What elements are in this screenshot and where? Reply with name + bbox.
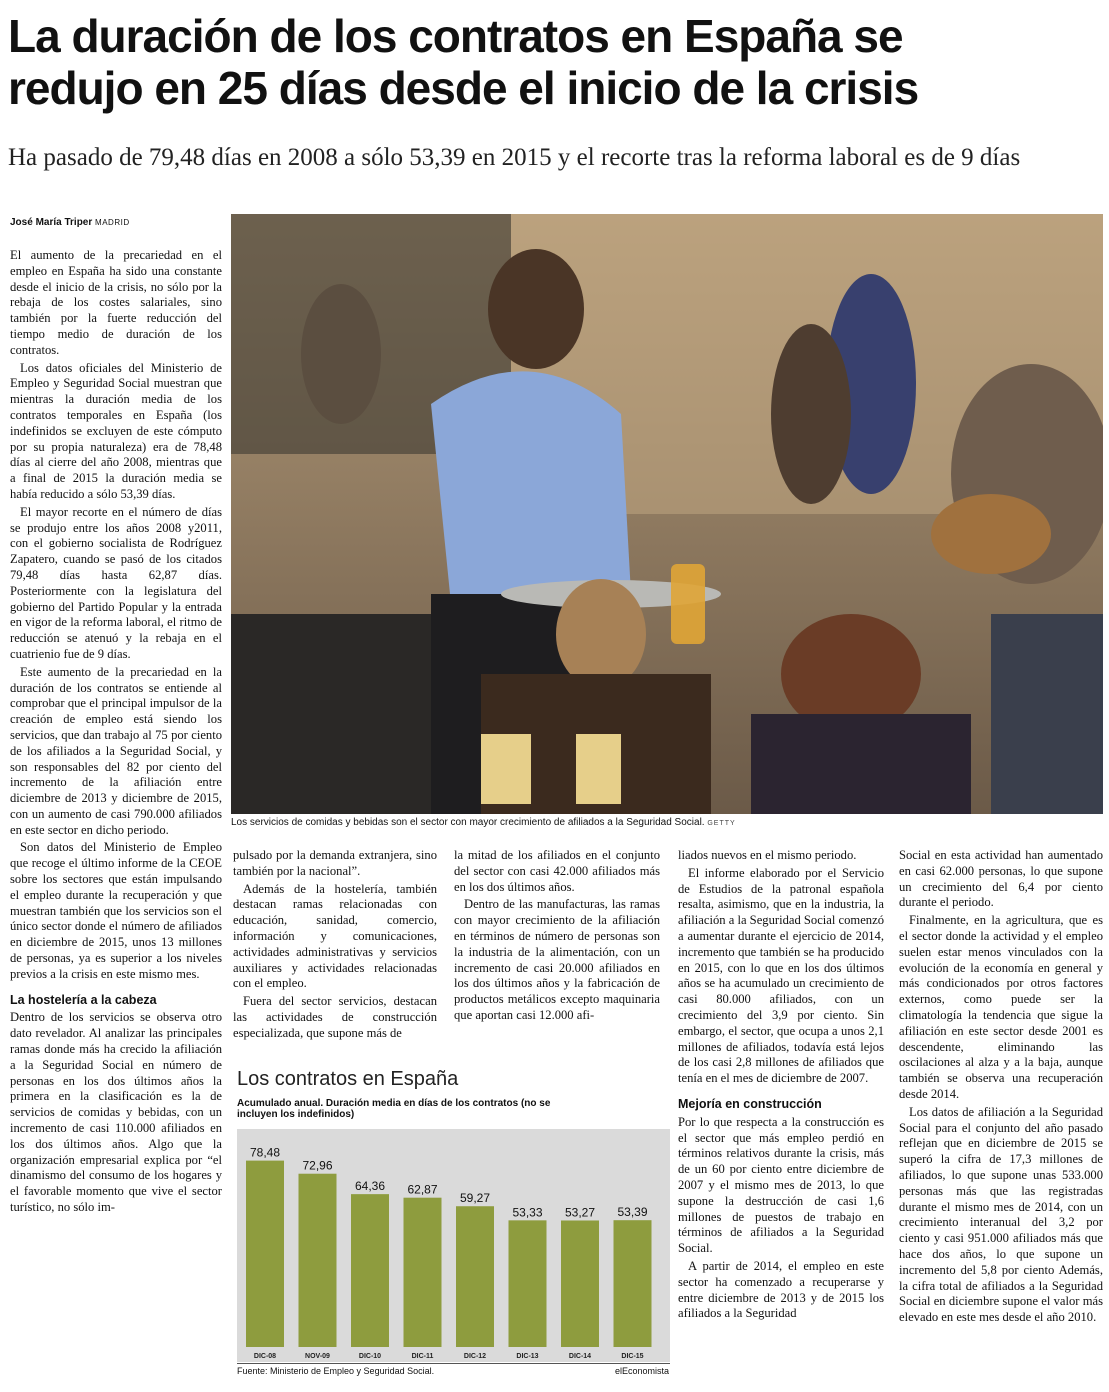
photo-caption: [231, 817, 1103, 828]
value-label: 53,33: [512, 1205, 543, 1220]
category-label: DIC-15: [621, 1353, 644, 1360]
caption-text: Los servicios de comidas y bebidas son el sector con mayor crecimiento de afiliados a la Seguridad Social.: [231, 817, 705, 828]
column-2-body: [233, 848, 437, 1042]
paragraph: la mitad de los afiliados en el conjunto del sector con casi 42.000 afiliados más en los dos últimos años.: [454, 848, 660, 894]
paragraph: Por lo que respecta a la construcción es el sector que más empleo perdió en términos relativos durante la crisis, más de un 60 por ciento entre diciembre de 2007 y el mismo mes de 2013, lo que supone la destrucción de casi 1,6 millones de puestos de trabajo en términos de afiliados a la Seguridad Social.: [678, 1114, 884, 1256]
headline-line-2: redujo en 25 días desde el inicio de la crisis: [8, 62, 919, 114]
column-2: [233, 848, 437, 1044]
category-label: DIC-10: [358, 1353, 382, 1360]
paragraph: El mayor recorte en el número de días se produjo entre los años 2008 y2011, con el gobierno socialista de Rodríguez Zapatero, cuando se pasó de los citados 79,48 días hasta 62,87 días. Posteriormente con la legislatura del gobierno del Partido Popular y la entrada en vigor de la reforma laboral, el ritmo de reducción se atenuó y la rebaja en el cuatrienio fue de 9 días.: [10, 504, 222, 661]
value-label: 62,87: [407, 1182, 438, 1197]
value-label: 53,39: [617, 1205, 648, 1220]
bar-dic-14: [561, 1220, 599, 1347]
paragraph: Los datos de afiliación a la Seguridad Social para el conjunto del año pasado reflejan que en diciembre de 2015 se superó la cifra de 17,3 millones de afiliados, lo que supone unas 533.000 personas más que las registradas durante el mismo mes de 2014, con un crecimiento interanual del 3,2 por ciento y casi 951.000 afiliados más que hace dos años, lo que supone un incremento del 5,8 por ciento Además, la cifra total de afiliados a la Seguridad Social en diciembre supone el valor más elevado en este mes desde el año 2010.: [899, 1104, 1103, 1325]
contracts-chart: [231, 1068, 671, 1386]
value-label: 72,96: [302, 1158, 333, 1173]
column-1-body: [10, 248, 222, 983]
value-label: 59,27: [459, 1191, 491, 1206]
bar-dic-12: [456, 1206, 494, 1347]
column-1-after: [10, 1010, 222, 1215]
paragraph: Finalmente, en la agricultura, que es el sector donde la actividad y el empleo suelen estar menos vinculados con la evolución de la economía en general y más condicionados por otros factores externos, como puede ser la climatología la tendencia que sigue la afiliación en este sector desde 2001 es descendente, eliminando las oscilaciones al alza y a la baja, aunque también se observa una recuperación desde 2014.: [899, 913, 1103, 1101]
subhead-construccion: Mejoría en construcción: [678, 1096, 822, 1111]
column-3: [454, 848, 660, 1026]
column-5: [899, 848, 1103, 1328]
category-label: DIC-14: [568, 1353, 592, 1360]
paragraph: Los datos oficiales del Ministerio de Empleo y Seguridad Social muestran que mientras la duración media de los contratos temporales en España (los indefinidos se excluyen de este cómputo por su propia naturaleza) era de 78,48 días al cierre del año 2008, mientras que a final de 2015 la duración media se había reducido a sólo 53,39 días.: [10, 360, 222, 501]
paragraph: Dentro de los servicios se observa otro dato revelador. Al analizar las principales ramas donde más ha crecido la afiliación a la Seguridad Social en número de personas en los dos últimos años la primera en la clasificación es la de servicios de comidas y bebidas, con un incremento de casi 110.000 afiliados en los dos últimos años. Algo que la organización empresarial explica por “el dinamismo del consumo de los hogares y el favorable momento que vive el sector turístico, no sólo im-: [10, 1010, 222, 1215]
paragraph: Social en esta actividad han aumentado en casi 62.000 personas, lo que supone un crecimiento del 6,4 por ciento durante el periodo.: [899, 848, 1103, 910]
bar-nov-09: [299, 1174, 337, 1347]
author: José María Triper: [10, 217, 93, 228]
category-label: DIC-12: [463, 1353, 487, 1360]
paragraph: Dentro de las manufacturas, las ramas con mayor crecimiento de la afiliación en términos de número de personas son la industria de la alimentación, con un incremento de casi 20.000 afiliados en los dos últimos años y la fabricación de productos metálicos excepto maquinaria que aportan casi 12.000 afi-: [454, 897, 660, 1022]
bar-dic-10: [351, 1194, 389, 1347]
category-label: DIC-08: [253, 1353, 277, 1360]
chart-subtitle: Acumulado anual. Duración media en días de los contratos (no se incluyen los indefinidos): [237, 1098, 551, 1120]
location: MADRID: [95, 218, 130, 227]
value-label: 78,48: [249, 1145, 281, 1160]
chart-plot-area: [237, 1129, 670, 1362]
paragraph: Este aumento de la precariedad en la duración de los contratos se entiende al comprobar que el principal impulsor de la creación de empleo está siendo los servicios, que dan trabajo al 75 por ciento de los afiliados a la Seguridad Social, y son responsables del 82 por ciento del incremento de la afiliación entre diciembre de 2013 y diciembre de 2015, con un aumento de casi 790.000 afiliados en este sector en dicho periodo.: [10, 664, 222, 837]
paragraph: El aumento de la precariedad en el empleo en España ha sido una constante desde el inicio de la crisis, no sólo por la rebaja de los costes salariales, sino también por la fuerte reducción del tiempo medio de duración de los contratos.: [10, 248, 222, 357]
subhead-hosteleria: La hostelería a la cabeza: [10, 992, 157, 1007]
column-4: [678, 848, 884, 1324]
bar-dic-08: [246, 1161, 284, 1347]
paragraph: liados nuevos en el mismo periodo.: [678, 848, 857, 862]
category-label: DIC-13: [516, 1353, 539, 1360]
column-4-body: [678, 848, 884, 1087]
paragraph: pulsado por la demanda extranjera, sino también por la nacional”.: [233, 848, 437, 878]
chart-svg: [237, 1129, 670, 1362]
photo-illustration: [231, 214, 1103, 814]
bar-dic-13: [509, 1220, 547, 1347]
byline: [10, 217, 130, 228]
column-4-after: [678, 1115, 884, 1322]
column-3-body: [454, 848, 660, 1024]
bar-dic-15: [614, 1220, 652, 1347]
value-label: 53,27: [564, 1205, 596, 1220]
paragraph: Son datos del Ministerio de Empleo que recoge el último informe de la CEOE sobre los sectores que están impulsando el empleo durante la recuperación y que muestran también que los servicios son el único sector donde el número de afiliados en diciembre de 2015, unos 13 millones de personas, ya es superior a los niveles previos a la crisis en este mismo mes.: [10, 840, 222, 981]
headline-line-1: La duración de los contratos en España se: [8, 10, 903, 62]
paragraph: Además de la hostelería, también destacan ramas relacionadas con educación, sanidad, comercio, información y comunicaciones, actividades administrativas y servicios auxiliares y actividades relacionadas con el empleo.: [233, 881, 437, 991]
column-5-body: [899, 848, 1103, 1326]
value-label: 64,36: [354, 1179, 386, 1194]
headline: [8, 10, 1103, 114]
chart-source: Fuente: Ministerio de Empleo y Seguridad Social.: [237, 1366, 435, 1376]
subheadline: Ha pasado de 79,48 días en 2008 a sólo 53,39 en 2015 y el recorte tras la reforma laboral es de 9 días: [8, 144, 1021, 171]
article-photo: [231, 214, 1103, 814]
category-label: NOV-09: [305, 1353, 330, 1360]
paragraph: A partir de 2014, el empleo en este sector ha comenzado a recuperarse y entre diciembre de 2013 y de 2015 los afiliados a la Seguridad: [678, 1258, 884, 1321]
chart-brand: elEconomista: [614, 1366, 669, 1376]
column-1: [10, 248, 222, 1218]
bar-dic-11: [404, 1198, 442, 1347]
paragraph: Fuera del sector servicios, destacan las actividades de construcción especializada, que supone más de: [233, 994, 437, 1040]
category-label: DIC-11: [411, 1353, 434, 1360]
paragraph: El informe elaborado por el Servicio de Estudios de la patronal española resalta, asimismo, que en la industria, la afiliación a la Seguridad Social comenzó a aumentar durante el ejercicio de 2014, incremento que también se ha producido en 2015, con lo que en los dos últimos años se ha acumulado un crecimiento de casi 80.000 afiliados, con un crecimiento del 3,9 por ciento. Sin embargo, el sector, que ocupa a unos 2,1 millones de afiliados, todavía está lejos de los casi 2,8 millones de afiliados que tenía en el mes de diciembre de 2007.: [678, 865, 884, 1086]
chart-rule: [237, 1363, 670, 1364]
chart-title: Los contratos en España: [237, 1068, 459, 1090]
photo-credit: GETTY: [707, 820, 736, 827]
